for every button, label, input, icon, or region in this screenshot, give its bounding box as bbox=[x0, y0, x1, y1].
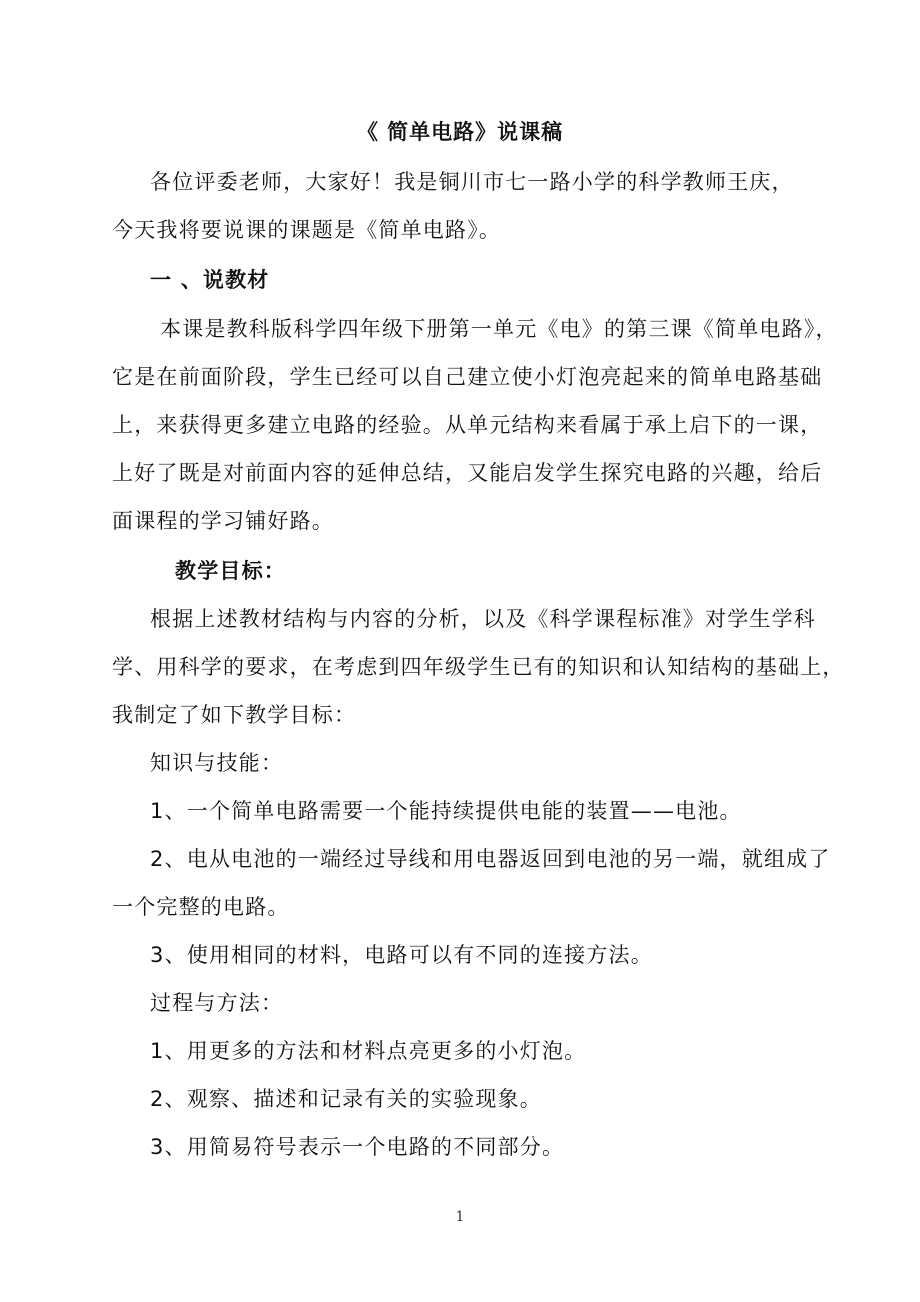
objectives-line-3: 我制定了如下教学目标： bbox=[112, 703, 357, 727]
process-item-2: 2、观察、描述和记录有关的实验现象。 bbox=[150, 1087, 542, 1111]
knowledge-item-2: 2、电从电池的一端经过导线和用电器返回到电池的另一端，就组成了 bbox=[150, 847, 831, 871]
section1-line-4: 上好了既是对前面内容的延伸总结，又能启发学生探究电路的兴趣，给后 bbox=[112, 461, 823, 485]
page-number: 1 bbox=[455, 1209, 465, 1225]
process-item-1: 1、用更多的方法和材料点亮更多的小灯泡。 bbox=[150, 1039, 587, 1063]
knowledge-item-1: 1、一个简单电路需要一个能持续提供电能的装置——电池。 bbox=[150, 799, 742, 823]
section1-line-2: 它是在前面阶段，学生已经可以自己建立使小灯泡亮起来的简单电路基础 bbox=[112, 365, 823, 389]
objectives-line-2: 学、用科学的要求，在考虑到四年级学生已有的知识和认知结构的基础上， bbox=[112, 655, 845, 679]
process-item-3: 3、用简易符号表示一个电路的不同部分。 bbox=[150, 1135, 565, 1159]
knowledge-item-2-continued: 一个完整的电路。 bbox=[112, 895, 290, 919]
section1-line-3: 上，来获得更多建立电路的经验。从单元结构来看属于承上启下的一课， bbox=[112, 413, 823, 437]
knowledge-heading: 知识与技能： bbox=[150, 751, 284, 775]
document-title: 《 简单电路》说课稿 bbox=[356, 120, 564, 144]
process-heading: 过程与方法： bbox=[150, 991, 284, 1015]
objectives-heading: 教学目标： bbox=[175, 559, 286, 583]
intro-line-1: 各位评委老师，大家好！我是铜川市七一路小学的科学教师王庆， bbox=[150, 170, 794, 194]
section1-heading: 一 、说教材 bbox=[150, 268, 270, 292]
intro-line-2: 今天我将要说课的课题是《简单电路》。 bbox=[112, 218, 502, 242]
knowledge-item-3: 3、使用相同的材料，电路可以有不同的连接方法。 bbox=[150, 943, 653, 967]
section1-line-1: 本课是教科版科学四年级下册第一单元《电》的第三课《简单电路》， bbox=[160, 317, 838, 341]
section1-line-5: 面课程的学习铺好路。 bbox=[112, 509, 334, 533]
objectives-line-1: 根据上述教材结构与内容的分析，以及《科学课程标准》对学生学科 bbox=[150, 607, 816, 631]
